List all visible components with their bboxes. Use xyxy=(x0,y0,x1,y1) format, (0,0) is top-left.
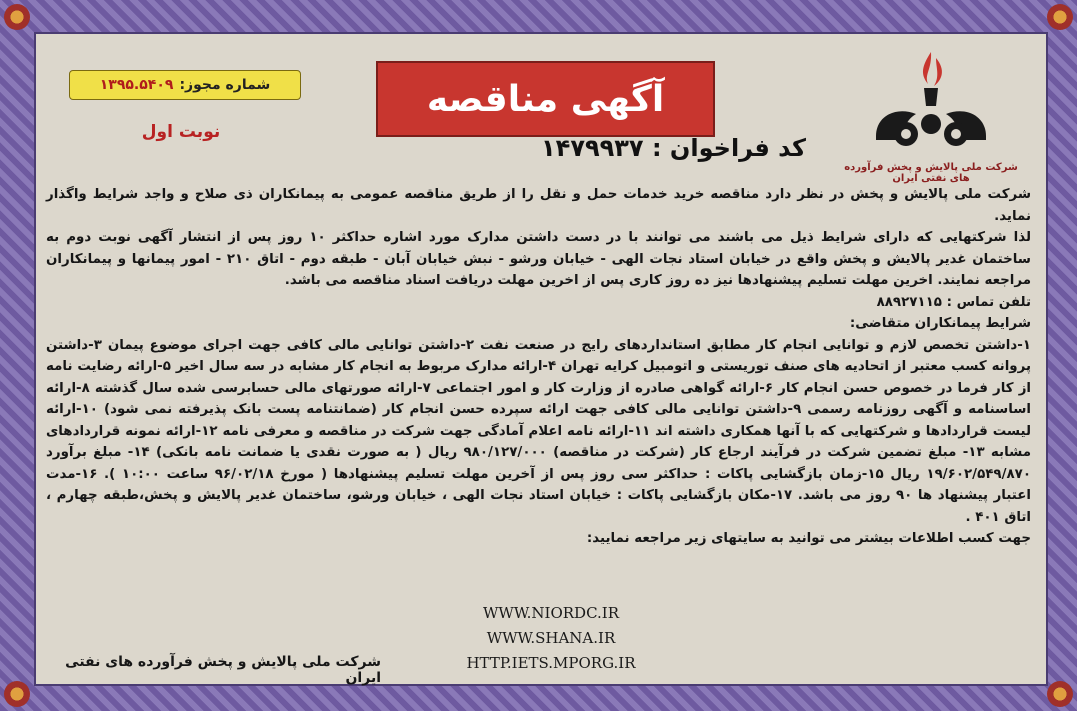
footer-signature: شرکت ملی پالایش و پخش فرآورده های نفتی ایران xyxy=(65,654,381,686)
permit-badge xyxy=(69,70,301,100)
intro-paragraph: شرکت ملی پالایش و پخش در نظر دارد مناقصه خرید خدمات حمل و نقل را از طریق مناقصه عمومی به پیمانکاران ذی صلاح و واجد شرایط واگذار نماید. xyxy=(46,187,1031,224)
title-text: آگهی مناقصه xyxy=(426,78,665,120)
permit-label: شماره مجوز: xyxy=(179,77,271,93)
website-list xyxy=(431,601,671,676)
website-link[interactable]: WWW.SHANA.IR xyxy=(486,629,616,647)
round-label: نوبت اول xyxy=(141,122,221,142)
website-link[interactable]: HTTP.IETS.MPORG.IR xyxy=(466,654,636,672)
phone-line: تلفن تماس : ۸۸۹۲۷۱۱۵ xyxy=(876,294,1031,310)
notice-body xyxy=(46,184,1031,550)
more-info-line: جهت کسب اطلاعات بیشتر می توانید به سایتهای زیر مراجعه نمایید: xyxy=(586,531,1031,546)
corner-ornament xyxy=(1047,4,1073,30)
oil-flame-logo-icon xyxy=(836,44,1026,162)
instructions-paragraph: لذا شرکتهایی که دارای شرایط ذیل می باشند می توانند با در دست داشتن مدارک مورد اشاره حداکثر ۱۰ روز پس از انتشار آگهی نوبت دوم به ساختمان غدیر پالایش و پخش واقع در خیابان استاد نجات الهی - خیابان ورشو - نبش خیابان آبان - طبقه دوم - اتاق ۲۱۰ - امور پیمانها و پیمانکاران مراجعه نمایند. اخرین مهلت تسلیم پیشنهادها نیز ده روز کاری پس از اخرین مهلت دریافت اسناد مناقصه می باشد. xyxy=(46,230,1031,288)
corner-ornament xyxy=(1047,681,1073,707)
call-code-value: ۱۴۷۹۹۳۷ xyxy=(541,134,644,162)
corner-ornament xyxy=(4,4,30,30)
notice-title xyxy=(376,61,715,137)
call-code-label: کد فراخوان : xyxy=(651,134,806,162)
conditions-title: شرایط پیمانکاران متقاضی: xyxy=(849,316,1031,331)
logo-caption: شرکت ملی پالایش و پخش فرآورده های نفتی ایران xyxy=(844,162,1018,184)
call-code xyxy=(506,134,806,162)
permit-number: ۱۳۹۵.۵۴۰۹ xyxy=(99,77,174,93)
company-logo xyxy=(836,44,1026,184)
notice-panel xyxy=(34,32,1048,686)
corner-ornament xyxy=(4,681,30,707)
website-link[interactable]: WWW.NIORDC.IR xyxy=(483,604,619,622)
conditions-list: ۱-داشتن تخصص لازم و توانایی انجام کار مطابق استانداردهای رایج در صنعت نفت ۲-داشتن توانایی مالی کافی جهت اجرای موضوع پیمان ۳-داشتن پروانه کسب معتبر از اتحادیه های صنف توریستی و اتومبیل کرایه تهران ۴-ارائه مدارک مربوط به انجام کار مشابه در سه سال اخیر ۵-ارائه رضایت نامه از کار فرما در خصوص حسن انجام کار ۶-ارائه گواهی صادره از وزارت کار و امور اجتماعی ۷-ارائه صورتهای مالی حسابرسی شده سال گذشته ۸-ارائه اساسنامه و آگهی روزنامه رسمی ۹-داشتن توانایی مالی کافی جهت ارائه سپرده حسن انجام کار (ضمانتنامه پست بانک پذیرفته نمی شود) ۱۰-ارائه لیست قراردادها و شرکتهایی که با آنها همکاری داشته اند ۱۱-ارائه نامه اعلام آمادگی جهت شرکت در مناقصه و معرفی نامه ۱۲-ارائه نمونه قراردادهای مشابه ۱۳- مبلغ تضمین شرکت در فرآیند ارجاع کار (شرکت در مناقصه) ۹۸۰/۱۲۷/۰۰۰ ریال ( به صورت نقدی یا ضمانت نامه بانکی) ۱۴- مبلغ برآورد ۱۹/۶۰۲/۵۴۹/۸۷۰ ریال ۱۵-زمان بازگشایی پاکات : حداکثر سی روز پس از آخرین مهلت تسلیم پیشنهادها ( مورخ ۹۶/۰۲/۱۸ ساعت ۱۰:۰۰ ). ۱۶-مدت اعتبار پیشنهاد ها ۹۰ روز می باشد. ۱۷-مکان بازگشایی پاکات : خیابان استاد نجات الهی ، خیابان ورشو، ساختمان غدیر پالایش و پخش،طبقه چهارم ، اتاق ۴۰۱ . xyxy=(46,337,1032,525)
